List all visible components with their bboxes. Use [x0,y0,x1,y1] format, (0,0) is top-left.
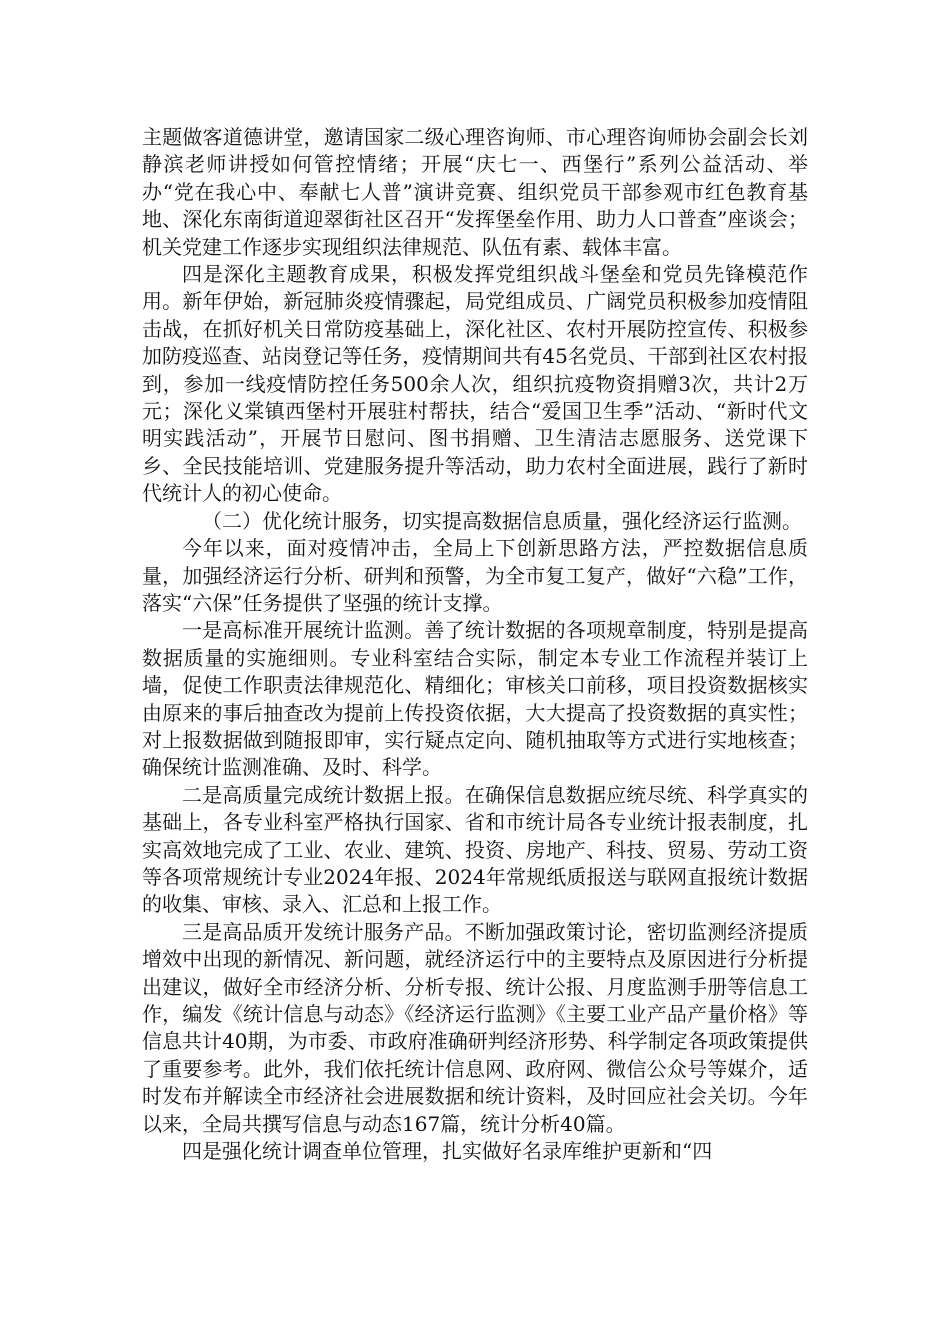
document-body [142,124,808,1165]
section-heading: （二）优化统计服务，切实提高数据信息质量，强化经济运行监测。 [202,508,802,533]
paragraph-5: 二是高质量完成统计数据上报。在确保信息数据应统尽统、科学真实的基础上，各专业科室严格执行国家、省和市统计局各专业统计报表制度，扎实高效地完成了工业、农业、建筑、投资、房地产、科技、贸易、劳动工资等各项常规统计专业2024年报、2024年常规纸质报送与联网直报统计数据的收集、审核、录入、汇总和上报工作。 [142,782,808,917]
paragraph-1: 主题做客道德讲堂，邀请国家二级心理咨询师、市心理咨询师协会副会长刘静滨老师讲授如何管控情绪；开展“庆七一、西堡行”系列公益活动、举办“党在我心中、奉献七人普”演讲竞赛、组织党员干部参观市红色教育基地、深化东南街道迎翠街社区召开“发挥堡垒作用、助力人口普查”座谈会；机关党建工作逐步实现组织法律规范、队伍有素、载体丰富。 [142,125,808,259]
paragraph-7: 四是强化统计调查单位管理，扎实做好名录库维护更新和“四 [182,1139,713,1164]
paragraph-6: 三是高品质开发统计服务产品。不断加强政策讨论，密切监测经济提质增效中出现的新情况、新问题，就经济运行中的主要特点及原因进行分析提出建议，做好全市经济分析、分析专报、统计公报、月度监测手册等信息工作，编发《统计信息与动态》《经济运行监测》《主要工业产品产量价格》等信息共计40期，为市委、市政府准确研判经济形势、科学制定各项政策提供了重要参考。此外，我们依托统计信息网、政府网、微信公众号等媒介，适时发布并解读全市经济社会进展数据和统计资料，及时回应社会关切。今年以来，全局共撰写信息与动态167篇，统计分析40篇。 [142,919,808,1136]
paragraph-3: 今年以来，面对疫情冲击，全局上下创新思路方法，严控数据信息质量，加强经济运行分析、研判和预警，为全市复工复产，做好“六稳”工作，落实“六保”任务提供了坚强的统计支撑。 [142,536,808,615]
paragraph-2: 四是深化主题教育成果，积极发挥党组织战斗堡垒和党员先锋模范作用。新年伊始，新冠肺炎疫情骤起，局党组成员、广阔党员积极参加疫情阻击战，在抓好机关日常防疫基础上，深化社区、农村开展防控宣传、积极参加防疫巡查、站岗登记等任务，疫情期间共有45名党员、干部到社区农村报到，参加一线疫情防控任务500余人次，组织抗疫物资捐赠3次，共计2万元；深化义棠镇西堡村开展驻村帮扶，结合“爱国卫生季”活动、“新时代文明实践活动”，开展节日慰问、图书捐赠、卫生清洁志愿服务、送党课下乡、全民技能培训、党建服务提升等活动，助力农村全面进展，践行了新时代统计人的初心使命。 [142,262,808,506]
paragraph-4: 一是高标准开展统计监测。善了统计数据的各项规章制度，特别是提高数据质量的实施细则。专业科室结合实际，制定本专业工作流程并装订上墙，促使工作职责法律规范化、精细化；审核关口前移，项目投资数据核实由原来的事后抽查改为提前上传投资依据，大大提高了投资数据的真实性；对上报数据做到随报即审，实行疑点定向、随机抽取等方式进行实地核查；确保统计监测准确、及时、科学。 [142,618,808,780]
